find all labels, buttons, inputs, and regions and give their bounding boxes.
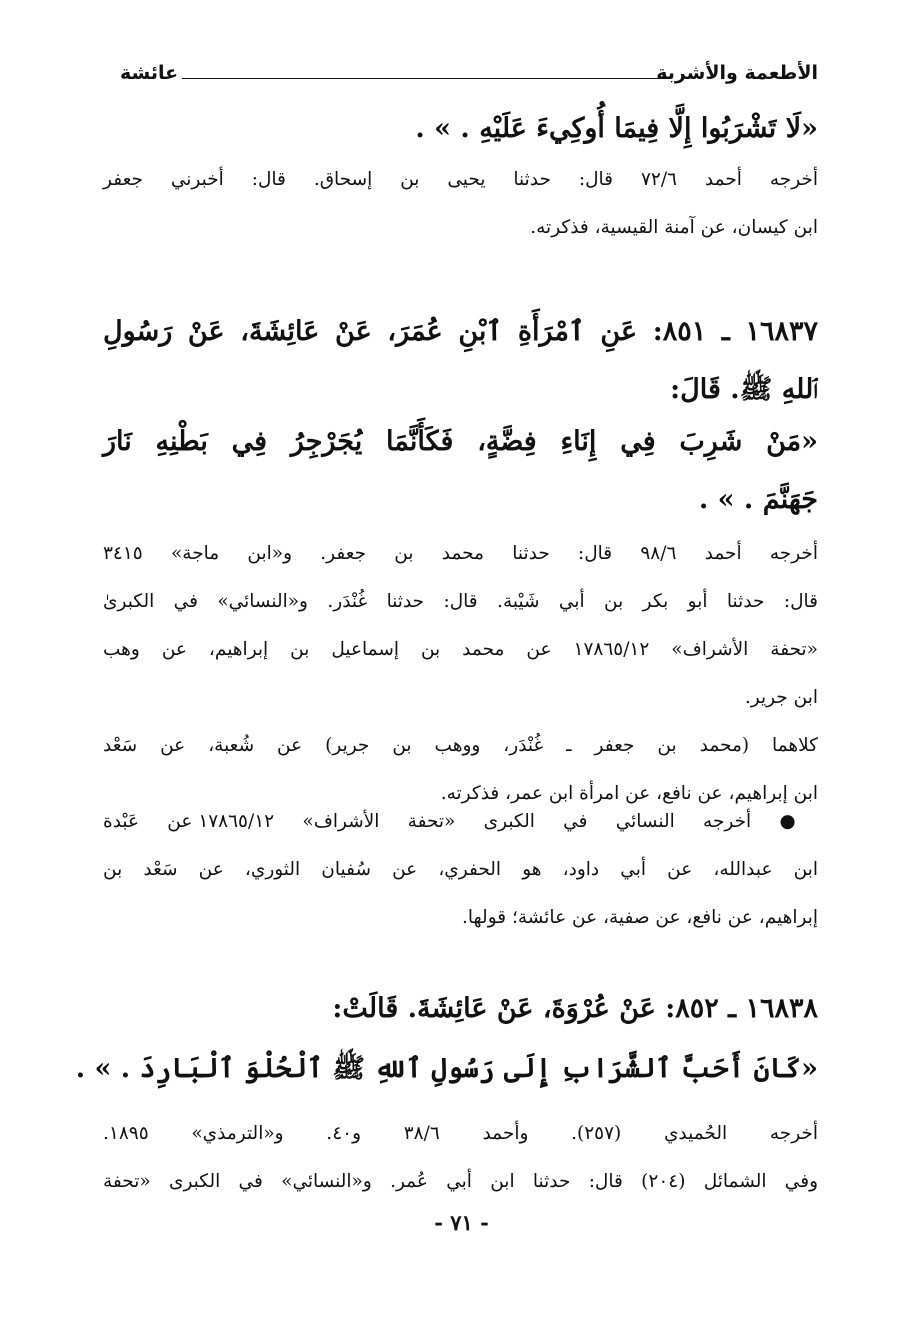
- takhrij-line: أخرجه أحمد ٩٨/٦ قال: حدثنا محمد بن جعفر. و«ابن ماجة» ٣٤١٥: [103, 543, 818, 564]
- running-header: [120, 62, 818, 92]
- hadith-852-isnad: [103, 980, 818, 1038]
- page-number: - ٧١ -: [434, 1210, 489, 1235]
- hadith-851-matn: [103, 413, 818, 529]
- takhrij-line: أخرجه أحمد ٧٢/٦ قال: حدثنا يحيى بن إسحاق. قال: أخبرني جعفر: [103, 169, 818, 190]
- hadith-851-bullet-note: [103, 798, 818, 942]
- isnad-line: ١٦٨٣٧ ـ ٨٥١: عَنِ ٱمْرَأَةِ ٱبْنِ عُمَرَ، عَنْ عَائِشَةَ، عَنْ رَسُولِ: [103, 316, 818, 347]
- takhrij-line: وفي الشمائل (٢٠٤) قال: حدثنا ابن أبي عُمر. و«النسائي» في الكبرى «تحفة: [103, 1171, 818, 1192]
- hadith-852-matn: [75, 1040, 818, 1098]
- takhrij-line: كلاهما (محمد بن جعفر ـ غُنْدَر، ووهب بن جرير) عن شُعبة، عن سَعْد: [103, 735, 818, 756]
- takhrij-line: ابن جرير.: [744, 687, 818, 708]
- bullet-note-line: ابن عبدالله، عن أبي داود، هو الحفري، عن سُفيان الثوري، عن سَعْد بن: [103, 859, 818, 880]
- isnad-line: ١٦٨٣٨ ـ ٨٥٢: عَنْ عُرْوَةَ، عَنْ عَائِشَةَ. قَالَتْ:: [332, 993, 818, 1024]
- matn-line: جَهَنَّمَ . » .: [698, 484, 818, 515]
- previous-hadith-takhrij: [103, 156, 818, 252]
- header-rule: [182, 78, 668, 79]
- bullet-note-line: إبراهيم، عن نافع، عن صفية، عن عائشة؛ قولها.: [462, 907, 818, 928]
- takhrij-line: ابن كيسان، عن آمنة القيسية، فذكرته.: [530, 217, 818, 238]
- previous-hadith-matn-end: «لَا تَشْرَبُوا إِلَّا فِيمَا أُوكِيءَ عَلَيْهِ . » .: [415, 113, 818, 144]
- musnad-name: عائشة: [120, 62, 179, 84]
- isnad-line: ٱللهِ ﷺ. قَالَ:: [670, 374, 818, 405]
- takhrij-line: «تحفة الأشراف» ١٧٨٦٥/١٢ عن محمد بن إسماعيل بن إبراهيم، عن وهب: [103, 639, 818, 660]
- hadith-851-takhrij: [103, 530, 818, 818]
- hadith-851-isnad: [103, 303, 818, 419]
- matn-line: «مَنْ شَرِبَ فِي إِنَاءِ فِضَّةٍ، فَكَأَنَّمَا يُجَرْجِرُ فِي بَطْنِهِ نَارَ: [103, 426, 818, 457]
- takhrij-line: ابن إبراهيم، عن نافع، عن امرأة ابن عمر، فذكرته.: [440, 783, 818, 804]
- hadith-852-takhrij: [103, 1110, 818, 1206]
- chapter-title: الأطعمة والأشربة: [656, 62, 818, 84]
- takhrij-line: أخرجه الحُميدي (٢٥٧). وأحمد ٣٨/٦ و٤٠. و«الترمذي» ١٨٩٥.: [103, 1123, 818, 1144]
- matn-line: «كَانَ أَحَبَّ ٱلشَّرَابِ إِلَى رَسُولِ ٱللهِ ﷺ ٱلْحُلْوَ ٱلْبَارِدَ . » .: [75, 1053, 818, 1084]
- bullet-note-line: ● أخرجه النسائي في الكبرى «تحفة الأشراف» ١٧٨٦٥/١٢ عن عَبْدة: [103, 811, 818, 832]
- takhrij-line: قال: حدثنا أبو بكر بن أبي شَيْبة. قال: حدثنا غُنْدَر. و«النسائي» في الكبرىٰ: [103, 591, 818, 612]
